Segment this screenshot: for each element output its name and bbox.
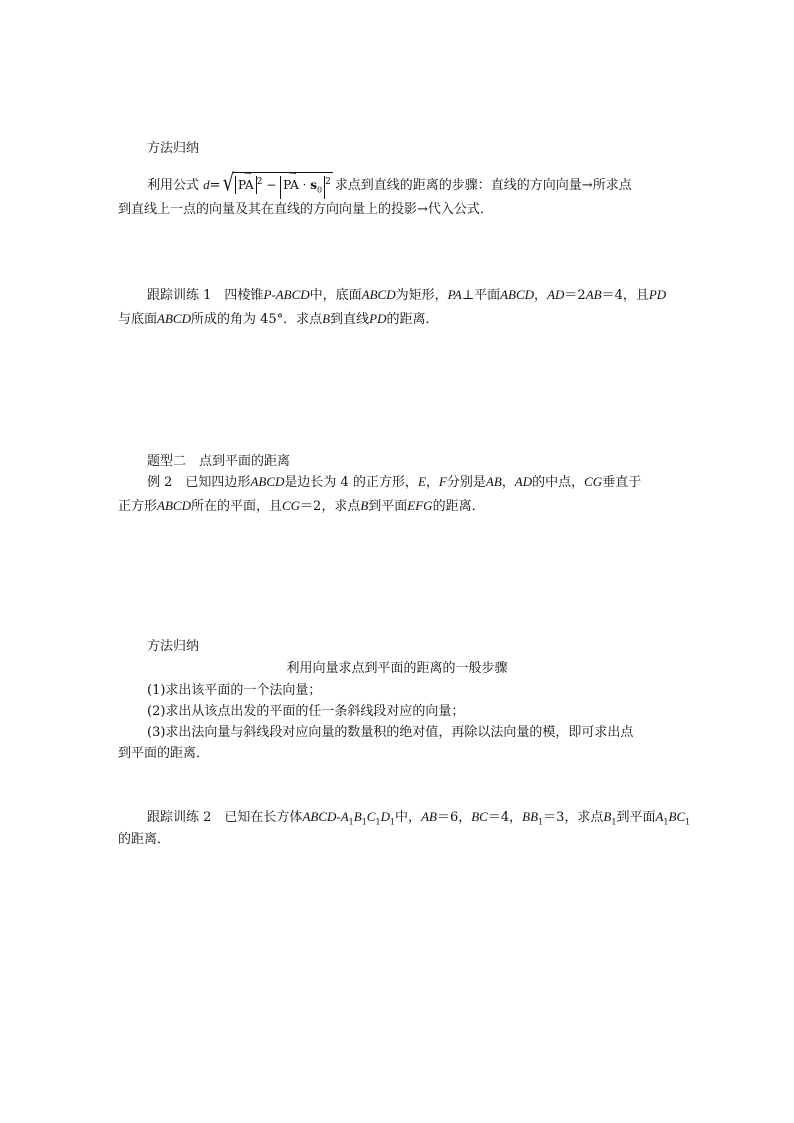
example2-line1: 例 2 已知四边形ABCD是边长为 4 的正方形，E，F分别是AB，AD的中点，CG垂直于	[147, 474, 642, 490]
exercise1-line2: 与底面ABCD所成的角为 45°．求点B到直线PD的距离．	[118, 311, 439, 327]
method-heading-1: 方法归纳	[147, 141, 200, 156]
type2-heading: 题型二 点到平面的距离	[147, 454, 291, 469]
method2-step3-cont: 到平面的距离．	[118, 746, 210, 761]
method-line-2: 到直线上一点的向量及其在直线的方向向量上的投影→代入公式．	[118, 202, 493, 217]
exercise1-line1: 跟踪训练 1 四棱锥P-ABCD中，底面ABCD为矩形，PA⊥平面ABCD，AD＝2AB＝4，且PD	[147, 287, 667, 303]
method-heading-2: 方法归纳	[147, 639, 200, 654]
method2-step3: (3)求出法向量与斜线段对应向量的数量积的绝对值，再除以法向量的模，即可求出点	[147, 725, 634, 740]
method-formula-line: 利用公式 d= √→ PA $^2$ − → PA · $s_0^2$ 求点到直线的距离的步骤：直线的方向向量→所求点	[147, 172, 632, 199]
exercise2-line2: 的距离．	[118, 832, 171, 847]
example2-line2: 正方形ABCD所在的平面，且CG＝2，求点B到平面EFG的距离．	[118, 498, 485, 514]
method2-step1: (1)求出该平面的一个法向量；	[147, 683, 322, 698]
method2-title: 利用向量求点到平面的距离的一般步骤	[286, 661, 508, 676]
method2-step2: (2)求出从该点出发的平面的任一条斜线段对应的向量；	[147, 704, 465, 719]
distance-formula: √→ PA $^2$ − → PA · $s_0^2$	[223, 172, 333, 199]
exercise2-line1: 跟踪训练 2 已知在长方体ABCD-$A_1B_1C_1D_1$中，AB＝6，BC＝4，$BB_1=3$，求点$B_1$到平面$A_1BC_1$	[147, 809, 691, 827]
